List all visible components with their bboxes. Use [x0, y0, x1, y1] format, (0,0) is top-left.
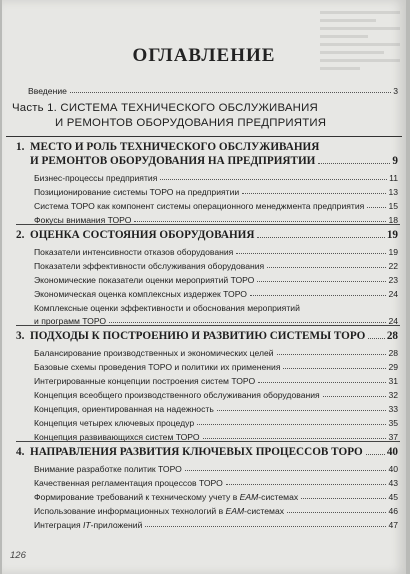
chapter-2 — [16, 229, 398, 241]
entry-label: Введение — [28, 86, 67, 96]
chapter-title: ОЦЕНКА СОСТОЯНИЯ ОБОРУДОВАНИЯ — [30, 229, 255, 241]
part-title-line2: И РЕМОНТОВ ОБОРУДОВАНИЯ ПРЕДПРИЯТИЯ — [55, 117, 327, 129]
toc-entry: Интегрированные концепции построения систем ТОРО 31 — [34, 376, 398, 386]
chapter-separator — [16, 224, 400, 225]
toc-entry: Концепция развивающихся систем ТОРО 37 — [34, 432, 398, 442]
toc-entry: Показатели интенсивности отказов оборудования 19 — [34, 247, 398, 257]
chapter-title-line1: МЕСТО И РОЛЬ ТЕХНИЧЕСКОГО ОБСЛУЖИВАНИЯ — [30, 141, 320, 153]
chapter-number: 2. — [16, 229, 25, 241]
toc-entry: Экономические показатели оценки мероприятий ТОРО 23 — [34, 275, 398, 285]
toc-entry: Качественная регламентация процессов ТОРО 43 — [34, 478, 398, 488]
page-title: ОГЛАВЛЕНИЕ — [132, 45, 276, 66]
toc-entry: Базовые схемы проведения ТОРО и политики их применения 29 — [34, 362, 398, 372]
chapter-title: НАПРАВЛЕНИЯ РАЗВИТИЯ КЛЮЧЕВЫХ ПРОЦЕССОВ ТОРО — [30, 446, 363, 458]
toc-entry: Система ТОРО как компонент системы операционного менеджмента предприятия 15 — [34, 201, 398, 211]
chapter-separator — [16, 325, 400, 326]
chapter-number: 4. — [16, 446, 25, 458]
toc-entry: Балансирование производственных и экономических целей 28 — [34, 348, 398, 358]
chapter-page: 19 — [386, 229, 398, 241]
chapter-page: 40 — [386, 446, 398, 458]
book-page — [2, 0, 406, 574]
toc-entry: Показатели эффективности обслуживания оборудования 22 — [34, 261, 398, 271]
page-number: 126 — [10, 550, 26, 561]
toc-entry: Концепция всеобщего производственного обслуживания оборудования 32 — [34, 390, 398, 400]
toc-entry: Внимание разработке политик ТОРО 40 — [34, 464, 398, 474]
toc-entry: Бизнес-процессы предприятия 11 — [34, 173, 398, 183]
toc-entry: Формирование требований к техническому учету в EAM-системах 45 — [34, 492, 398, 502]
toc-entry-intro — [28, 86, 398, 96]
toc-entry: Концепция четырех ключевых процедур 35 — [34, 418, 398, 428]
entry-page: 3 — [393, 86, 398, 96]
toc-entry: Комплексные оценки эффективности и обоснования мероприятий — [34, 303, 300, 313]
chapter-separator — [16, 441, 400, 442]
part-title-line1: Часть 1. СИСТЕМА ТЕХНИЧЕСКОГО ОБСЛУЖИВАНИЯ — [12, 102, 318, 114]
chapter-page: 28 — [386, 330, 398, 342]
chapter-number: 1. — [16, 141, 25, 153]
chapter-title: ПОДХОДЫ К ПОСТРОЕНИЮ И РАЗВИТИЮ СИСТЕМЫ ТОРО — [30, 330, 366, 342]
toc-entry-continuation: и программ ТОРО 24 — [34, 316, 398, 326]
chapter-number: 3. — [16, 330, 25, 342]
toc-entry: Экономическая оценка комплексных издержек ТОРО 24 — [34, 289, 398, 299]
part-rule — [6, 136, 402, 137]
chapter-3 — [16, 330, 398, 342]
chapter-title-line2: И РЕМОНТОВ ОБОРУДОВАНИЯ НА ПРЕДПРИЯТИИ — [30, 155, 316, 167]
chapter-4 — [16, 446, 398, 458]
part-heading — [12, 101, 326, 131]
chapter-page: 9 — [392, 155, 398, 167]
toc-entry: Концепция, ориентированная на надежность 33 — [34, 404, 398, 414]
toc-entry: Интеграция IT-приложений 47 — [34, 520, 398, 530]
toc-entry: Использование информационных технологий в EAM-системах 46 — [34, 506, 398, 516]
toc-entry: Фокусы внимания ТОРО 18 — [34, 215, 398, 225]
toc-entry: Позиционирование системы ТОРО на предприятии 13 — [34, 187, 398, 197]
